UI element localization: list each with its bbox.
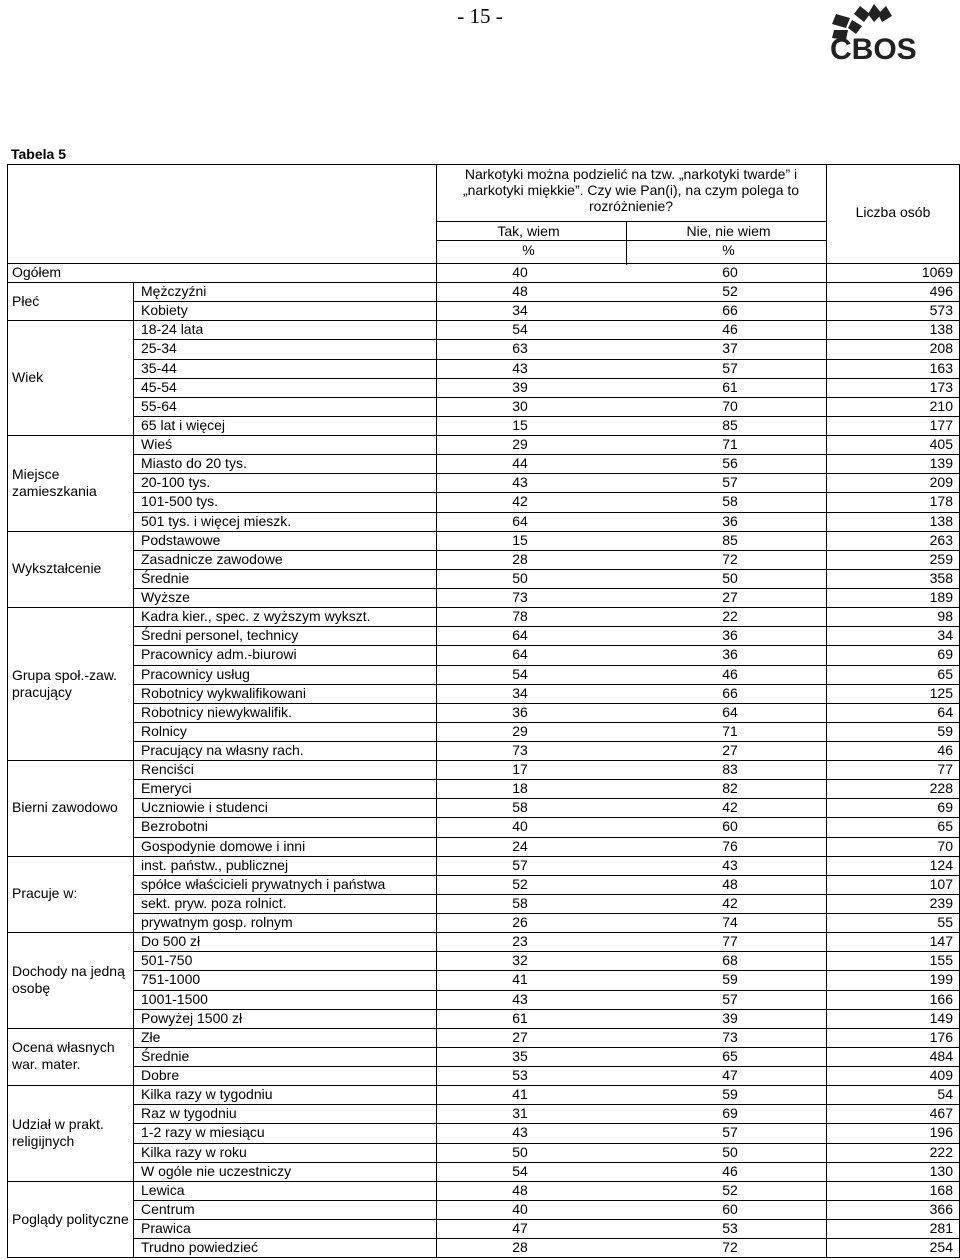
value-count: 467 [929, 1105, 953, 1122]
row-label: Kilka razy w roku [141, 1143, 247, 1160]
value-no: 58 [722, 493, 738, 510]
group-label: Wiek [12, 369, 44, 386]
value-yes: 48 [512, 1181, 528, 1198]
group-label: Wykształcenie [12, 560, 102, 577]
row-label: 65 lat i więcej [141, 416, 226, 433]
group-label: Bierni zawodowo [12, 799, 118, 816]
value-count: 65 [937, 818, 953, 835]
value-yes: 18 [512, 780, 528, 797]
table-title: Tabela 5 [11, 146, 66, 162]
table-row [0, 301, 960, 320]
table-row [0, 1219, 960, 1238]
value-no: 36 [722, 512, 738, 529]
value-count: 34 [937, 627, 953, 644]
value-yes: 32 [512, 952, 528, 969]
table-row [0, 779, 960, 798]
value-no: 83 [722, 761, 738, 778]
table-row [0, 970, 960, 989]
value-yes: 34 [512, 684, 528, 701]
table-row [0, 1047, 960, 1066]
table-row [0, 607, 960, 626]
table-row [0, 1200, 960, 1219]
value-count: 69 [937, 646, 953, 663]
value-count: 166 [929, 990, 953, 1007]
value-count: 210 [929, 397, 953, 414]
row-label: Robotnicy niewykwalifik. [141, 703, 292, 720]
row-label: Podstawowe [141, 531, 221, 548]
table-row [0, 1028, 960, 1047]
table-row [0, 665, 960, 684]
group-label: Ocena własnych war. mater. [12, 1039, 115, 1073]
value-no: 50 [722, 1143, 738, 1160]
value-yes: 15 [512, 416, 528, 433]
value-yes: 43 [512, 1124, 528, 1141]
value-count: 176 [929, 1028, 953, 1045]
table-row [0, 454, 960, 473]
row-label: Kobiety [141, 302, 188, 319]
row-label: Dobre [141, 1067, 180, 1084]
value-count: 168 [929, 1181, 953, 1198]
table-row [0, 378, 960, 397]
row-label: Średnie [141, 569, 190, 586]
value-no: 37 [722, 340, 738, 357]
value-yes: 64 [512, 512, 528, 529]
value-count: 281 [929, 1220, 953, 1236]
table-row [0, 397, 960, 416]
table-row [0, 798, 960, 817]
value-count: 149 [929, 1009, 953, 1026]
table-row [0, 588, 960, 607]
row-label: Uczniowie i studenci [141, 799, 268, 816]
value-no: 42 [722, 799, 738, 816]
row-label: Złe [141, 1028, 161, 1045]
value-yes: 42 [512, 493, 528, 510]
value-yes: 27 [512, 1028, 528, 1045]
table-row [0, 1104, 960, 1123]
table-row [0, 875, 960, 894]
value-no: 57 [722, 474, 738, 491]
table-row [0, 990, 960, 1009]
value-yes: 29 [512, 436, 528, 453]
table-row [0, 473, 960, 492]
value-count: 196 [929, 1124, 953, 1141]
group-label: Pracuje w: [12, 885, 78, 902]
group-label: Grupa społ.-zaw. pracujący [12, 666, 118, 700]
value-count: 138 [929, 321, 953, 338]
value-count: 46 [937, 742, 953, 758]
row-label: 55-64 [141, 397, 177, 414]
value-count: 173 [929, 378, 953, 395]
total-label: Ogółem [12, 264, 62, 280]
value-no: 66 [722, 684, 738, 701]
value-no: 68 [722, 952, 738, 969]
row-label: Miasto do 20 tys. [141, 455, 247, 472]
value-no: 46 [722, 321, 738, 338]
table-row [0, 932, 960, 951]
value-count: 263 [929, 531, 953, 548]
value-no: 76 [722, 837, 738, 854]
value-no: 53 [722, 1220, 738, 1236]
yes-header: Tak, wiem [497, 223, 560, 239]
value-no: 50 [722, 569, 738, 586]
value-yes: 61 [512, 1009, 528, 1026]
value-no: 36 [722, 646, 738, 663]
value-no: 46 [722, 665, 738, 682]
value-count: 138 [929, 512, 953, 529]
value-yes: 54 [512, 665, 528, 682]
value-yes: 24 [512, 837, 528, 854]
table-row [0, 416, 960, 435]
value-yes: 63 [512, 340, 528, 357]
table-row [0, 1123, 960, 1142]
value-yes: 48 [512, 283, 528, 300]
row-label: 1001-1500 [141, 990, 208, 1007]
row-label: Średnie [141, 1047, 190, 1064]
value-count: 222 [929, 1143, 953, 1160]
row-label: 751-1000 [141, 971, 201, 988]
table-row [0, 856, 960, 875]
value-no: 59 [722, 971, 738, 988]
value-no: 59 [722, 1086, 738, 1103]
row-label: Lewica [141, 1181, 185, 1198]
row-label: Pracujący na własny rach. [141, 742, 304, 758]
value-yes: 50 [512, 569, 528, 586]
table-row [0, 550, 960, 569]
table-row [0, 626, 960, 645]
value-count: 239 [929, 894, 953, 911]
value-no: 73 [722, 1028, 738, 1045]
value-count: 208 [929, 340, 953, 357]
value-count: 107 [929, 875, 953, 892]
value-yes: 26 [512, 914, 528, 931]
value-yes: 52 [512, 875, 528, 892]
value-count: 124 [929, 856, 953, 873]
value-yes: 73 [512, 589, 528, 606]
value-yes: 40 [512, 818, 528, 835]
value-no: 85 [722, 416, 738, 433]
value-yes: 57 [512, 856, 528, 873]
value-no: 57 [722, 1124, 738, 1141]
value-no: 27 [722, 742, 738, 758]
table-row [0, 359, 960, 378]
value-count: 59 [937, 722, 953, 739]
row-label: Prawica [141, 1220, 191, 1236]
table-row [0, 1066, 960, 1085]
table-row [0, 817, 960, 836]
table-row [0, 741, 960, 760]
value-yes: 50 [512, 1143, 528, 1160]
value-yes: 39 [512, 378, 528, 395]
count-header: Liczba osób [855, 204, 931, 220]
value-yes: 73 [512, 742, 528, 758]
value-count: 484 [929, 1047, 953, 1064]
page-number: - 15 - [457, 4, 503, 28]
value-count: 366 [929, 1200, 953, 1217]
value-no: 42 [722, 894, 738, 911]
table-row [0, 703, 960, 722]
value-yes: 17 [512, 761, 528, 778]
value-yes: 30 [512, 397, 528, 414]
logo-text: CBOS [830, 33, 917, 64]
value-no: 60 [722, 264, 738, 280]
value-yes: 47 [512, 1220, 528, 1236]
row-label: Renciści [141, 761, 194, 778]
value-count: 55 [937, 914, 953, 931]
value-yes: 28 [512, 1239, 528, 1256]
value-no: 36 [722, 627, 738, 644]
value-count: 178 [929, 493, 953, 510]
group-label: Miejsce zamieszkania [12, 465, 97, 499]
value-no: 82 [722, 780, 738, 797]
value-no: 74 [722, 914, 738, 931]
row-label: 1-2 razy w miesiącu [141, 1124, 265, 1141]
table-row [0, 684, 960, 703]
table-row [0, 1085, 960, 1104]
row-label: Pracownicy adm.-biurowi [141, 646, 297, 663]
row-label: Mężczyźni [141, 283, 207, 300]
value-no: 65 [722, 1047, 738, 1064]
value-no: 57 [722, 990, 738, 1007]
table-row [0, 1162, 960, 1181]
value-yes: 29 [512, 722, 528, 739]
row-label: Średni personel, technicy [141, 627, 299, 644]
value-count: 573 [929, 302, 953, 319]
row-label: Centrum [141, 1200, 195, 1217]
value-yes: 23 [512, 933, 528, 950]
value-count: 1069 [921, 264, 953, 280]
value-count: 54 [937, 1086, 953, 1103]
value-count: 358 [929, 569, 953, 586]
table-row [0, 492, 960, 511]
row-label: Powyżej 1500 zł [141, 1009, 243, 1026]
value-yes: 41 [512, 1086, 528, 1103]
value-yes: 15 [512, 531, 528, 548]
row-label: W ogóle nie uczestniczy [141, 1162, 292, 1179]
value-no: 57 [722, 359, 738, 376]
row-label: 501-750 [141, 952, 193, 969]
value-yes: 34 [512, 302, 528, 319]
value-yes: 43 [512, 359, 528, 376]
value-yes: 53 [512, 1067, 528, 1084]
value-yes: 35 [512, 1047, 528, 1064]
table-row [0, 531, 960, 550]
value-no: 47 [722, 1067, 738, 1084]
value-count: 65 [937, 665, 953, 682]
value-count: 405 [929, 436, 953, 453]
value-no: 85 [722, 531, 738, 548]
value-count: 69 [937, 799, 953, 816]
value-count: 70 [937, 837, 953, 854]
value-count: 98 [937, 608, 953, 625]
value-yes: 44 [512, 455, 528, 472]
row-label: Gospodynie domowe i inni [141, 837, 306, 854]
total-row [0, 263, 960, 282]
table-row [0, 1009, 960, 1028]
table-row [0, 569, 960, 588]
value-no: 43 [722, 856, 738, 873]
value-yes: 36 [512, 703, 528, 720]
value-no: 27 [722, 589, 738, 606]
row-label: Kadra kier., spec. z wyższym wykszt. [141, 608, 371, 625]
value-yes: 28 [512, 550, 528, 567]
value-no: 66 [722, 302, 738, 319]
value-no: 52 [722, 283, 738, 300]
value-count: 177 [929, 416, 953, 433]
value-no: 46 [722, 1162, 738, 1179]
row-label: 501 tys. i więcej mieszk. [141, 512, 292, 529]
value-yes: 64 [512, 646, 528, 663]
value-no: 48 [722, 875, 738, 892]
row-label: Emeryci [141, 780, 192, 797]
value-yes: 58 [512, 799, 528, 816]
no-header: Nie, nie wiem [686, 223, 771, 239]
table-row [0, 512, 960, 531]
group-label: Dochody na jedną osobę [12, 963, 125, 996]
row-label: Rolnicy [141, 722, 187, 739]
value-yes: 40 [512, 264, 528, 280]
row-label: spółce właścicieli prywatnych i państwa [141, 875, 386, 892]
pct-header-no: % [722, 242, 735, 258]
value-count: 259 [929, 550, 953, 567]
row-label: Robotnicy wykwalifikowani [141, 684, 306, 701]
value-count: 209 [929, 474, 953, 491]
table-row [0, 1143, 960, 1162]
value-count: 155 [929, 952, 953, 969]
table-row [0, 913, 960, 932]
group-label: Poglądy polityczne [12, 1210, 129, 1227]
value-no: 39 [722, 1009, 738, 1026]
value-no: 69 [722, 1105, 738, 1122]
value-no: 56 [722, 455, 738, 472]
value-yes: 54 [512, 321, 528, 338]
row-label: Wieś [141, 436, 173, 453]
row-label: inst. państw., publicznej [141, 856, 289, 873]
value-yes: 41 [512, 971, 528, 988]
row-label: Bezrobotni [141, 818, 208, 835]
row-label: Trudno powiedzieć [141, 1239, 258, 1256]
value-count: 64 [937, 703, 953, 720]
row-label: 25-34 [141, 340, 177, 357]
value-yes: 40 [512, 1200, 528, 1217]
table-row [0, 320, 960, 339]
value-no: 61 [722, 378, 738, 395]
value-count: 254 [929, 1239, 953, 1256]
row-label: 20-100 tys. [141, 474, 211, 491]
table-row [0, 894, 960, 913]
value-count: 147 [929, 933, 953, 950]
row-label: 35-44 [141, 359, 177, 376]
table-row [0, 951, 960, 970]
row-label: Zasadnicze zawodowe [141, 550, 283, 567]
value-no: 52 [722, 1181, 738, 1198]
value-count: 409 [929, 1067, 953, 1084]
value-no: 77 [722, 933, 738, 950]
row-label: 45-54 [141, 378, 177, 395]
value-no: 60 [722, 1200, 738, 1217]
table-row [0, 1181, 960, 1200]
table-row [0, 435, 960, 454]
value-count: 189 [929, 589, 953, 606]
table-row [0, 645, 960, 664]
value-count: 125 [929, 684, 953, 701]
row-label: Wyższe [141, 589, 190, 606]
value-count: 163 [929, 359, 953, 376]
value-count: 496 [929, 283, 953, 300]
value-yes: 43 [512, 990, 528, 1007]
group-label: Płeć [12, 292, 40, 309]
value-no: 71 [722, 722, 738, 739]
question-header: Narkotyki można podzielić na tzw. „narkotyki twarde” i „narkotyki miękkie”. Czy wie Pan(i), na czym polega to rozróżnienie? [462, 166, 800, 214]
table-row [0, 282, 960, 301]
table-row [0, 837, 960, 856]
row-label: Pracownicy usług [141, 665, 250, 682]
value-yes: 78 [512, 608, 528, 625]
value-no: 72 [722, 550, 738, 567]
row-label: prywatnym gosp. rolnym [141, 914, 293, 931]
value-yes: 54 [512, 1162, 528, 1179]
value-no: 60 [722, 818, 738, 835]
value-count: 199 [929, 971, 953, 988]
value-no: 22 [722, 608, 738, 625]
value-yes: 31 [512, 1105, 528, 1122]
table-row [0, 1238, 960, 1257]
table-row [0, 722, 960, 741]
value-no: 71 [722, 436, 738, 453]
value-count: 228 [929, 780, 953, 797]
value-no: 72 [722, 1239, 738, 1256]
group-label: Udział w prakt. religijnych [12, 1115, 104, 1149]
table-row [0, 760, 960, 779]
row-label: 18-24 lata [141, 321, 204, 338]
value-count: 77 [937, 761, 953, 778]
row-label: Raz w tygodniu [141, 1105, 237, 1122]
value-count: 139 [929, 455, 953, 472]
value-no: 70 [722, 397, 738, 414]
value-yes: 64 [512, 627, 528, 644]
table-row [0, 339, 960, 358]
value-yes: 43 [512, 474, 528, 491]
value-no: 64 [722, 703, 738, 720]
value-yes: 58 [512, 894, 528, 911]
row-label: sekt. pryw. poza rolnict. [141, 894, 287, 911]
row-label: Do 500 zł [141, 933, 201, 950]
value-count: 130 [929, 1162, 953, 1179]
pct-header-yes: % [522, 242, 535, 258]
row-label: 101-500 tys. [141, 493, 219, 510]
row-label: Kilka razy w tygodniu [141, 1086, 273, 1103]
